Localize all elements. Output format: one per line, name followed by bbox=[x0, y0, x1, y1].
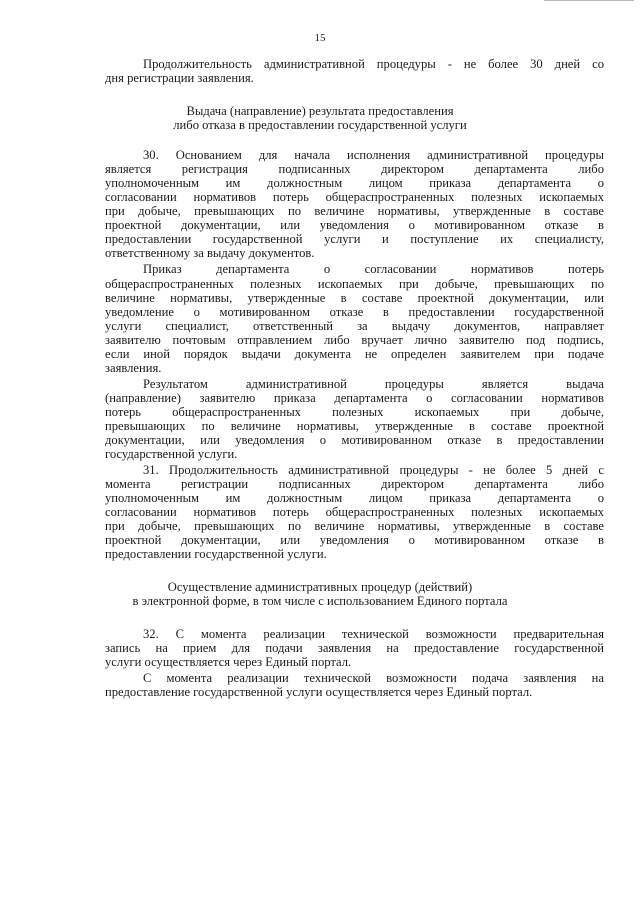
text-line: предоставлении государственной услуги и поступление их специалисту, bbox=[105, 232, 604, 246]
section-heading: либо отказа в предоставлении государственной услуги bbox=[173, 118, 467, 132]
text-line: момента регистрации подписанных директором департамента либо bbox=[105, 477, 604, 491]
page-number: 15 bbox=[314, 32, 326, 44]
text-line: Приказ департамента о согласовании нормативов потерь bbox=[143, 262, 604, 276]
text-line: уполномоченным им должностным лицом приказа департамента о bbox=[105, 176, 604, 190]
section-heading: Осуществление административных процедур (действий) bbox=[167, 580, 473, 594]
text-line: при добыче, превышающих по величине нормативы, утвержденные в составе bbox=[105, 519, 604, 533]
text-line: 32. С момента реализации технической возможности предварительная bbox=[143, 627, 604, 641]
text-line: согласовании нормативов потерь общераспространенных полезных ископаемых bbox=[105, 190, 604, 204]
text-line: С момента реализации технической возможности подача заявления на bbox=[143, 671, 604, 685]
text-line: предоставлении государственной услуги. bbox=[105, 547, 327, 561]
text-line: Продолжительность административной процедуры - не более 30 дней со bbox=[143, 57, 604, 71]
text-line: уполномоченным им должностным лицом приказа департамента о bbox=[105, 491, 604, 505]
text-line: потерь общераспространенных полезных ископаемых при добыче, bbox=[105, 405, 604, 419]
text-line: 31. Продолжительность административной процедуры - не более 5 дней с bbox=[143, 463, 604, 477]
text-line: согласовании нормативов потерь общераспространенных полезных ископаемых bbox=[105, 505, 604, 519]
text-line: общераспространенных полезных ископаемых при добыче, превышающих по bbox=[105, 277, 604, 291]
text-line: заявления. bbox=[105, 361, 162, 375]
text-line: при добыче, превышающих по величине нормативы, утвержденные в составе bbox=[105, 204, 604, 218]
text-line: величине нормативы, утвержденные в составе проектной документации, или bbox=[105, 291, 604, 305]
text-line: предоставление государственной услуги осуществляется через Единый портал. bbox=[105, 685, 533, 699]
text-line: документации, или уведомления о мотивированном отказе в предоставлении bbox=[105, 433, 604, 447]
text-line: 30. Основанием для начала исполнения административной процедуры bbox=[143, 148, 604, 162]
text-line: проектной документации, или уведомления о мотивированном отказе в bbox=[105, 218, 604, 232]
text-line: запись на прием для подачи заявления на предоставление государственной bbox=[105, 641, 604, 655]
section-heading: Выдача (направление) результата предоставления bbox=[186, 104, 454, 118]
text-line: ответственному за выдачу документов. bbox=[105, 246, 315, 260]
text-line: дня регистрации заявления. bbox=[105, 71, 254, 85]
top-edge-line bbox=[544, 0, 634, 1]
text-line: превышающих по величине нормативы, утвержденные в составе проектной bbox=[105, 419, 604, 433]
text-line: проектной документации, или уведомления о мотивированном отказе в bbox=[105, 533, 604, 547]
text-line: услуги осуществляется через Единый портал. bbox=[105, 655, 352, 669]
text-line: государственной услуги. bbox=[105, 447, 238, 461]
text-line: услуги специалист, ответственный за выдачу документов, направляет bbox=[105, 319, 604, 333]
text-line: является регистрация подписанных директором департамента либо bbox=[105, 162, 604, 176]
text-line: Результатом административной процедуры является выдача bbox=[143, 377, 604, 391]
text-line: если иной порядок выдачи документа не определен заявителем при подаче bbox=[105, 347, 604, 361]
text-line: заявителю почтовым отправлением либо вручает лично заявителю под подпись, bbox=[105, 333, 604, 347]
section-heading: в электронной форме, в том числе с использованием Единого портала bbox=[132, 594, 508, 608]
text-line: уведомление о мотивированном отказе в предоставлении государственной bbox=[105, 305, 604, 319]
text-line: (направление) заявителю приказа департамента о согласовании нормативов bbox=[105, 391, 604, 405]
